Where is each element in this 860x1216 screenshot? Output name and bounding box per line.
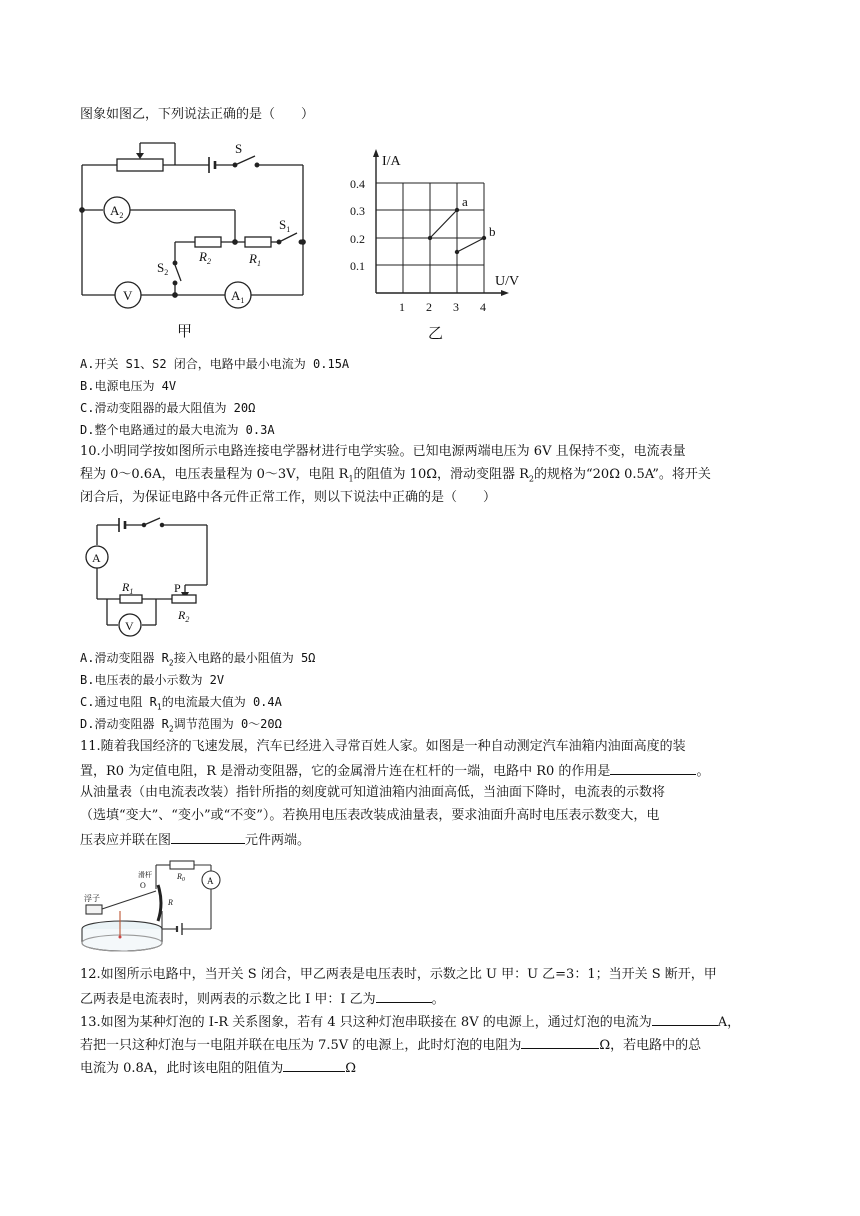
svg-text:R2: $R_2$ [178, 608, 190, 624]
svg-text:浮子: 浮子 [84, 894, 100, 903]
q9-iu-graph-yi [345, 145, 535, 320]
figure-yi-caption: 乙 [428, 324, 444, 342]
svg-text:A1: $A_1$ [231, 288, 245, 305]
svg-text:V: V [123, 288, 133, 303]
svg-text:I/A: I/A [382, 154, 401, 169]
q11-fuel-gauge-diagram [76, 855, 231, 955]
q11-stem-line1: 11.随着我国经济的飞速发展，汽车已经进入寻常百姓人家。如图是一种自动测定汽车油箱内油面高度的装 [80, 739, 686, 754]
q10-circuit-diagram [82, 515, 217, 640]
q9-option-c: C.滑动变阻器的最大阻值为 20Ω [80, 401, 256, 415]
svg-text:U/V: U/V [495, 274, 520, 289]
q9-option-d: D.整个电路通过的最大电流为 0.3A [80, 423, 275, 437]
svg-text:b: b [489, 224, 496, 239]
q12-stem-line2: 乙两表是电流表时，则两表的示数之比 I 甲：I 乙为 。 [80, 989, 445, 1009]
switch-s-label: S [235, 141, 243, 156]
q11-stem-line2: 置，R0 为定值电阻，R 是滑动变阻器，它的金属滑片连在杠杆的一端，电路中 R0 的作用是 。 [80, 761, 709, 781]
q9-circuit-diagram-jia [75, 135, 315, 310]
q12-blank[interactable] [376, 989, 432, 1003]
svg-text:R0: $R_0$ [177, 872, 185, 883]
svg-text:R: R [168, 898, 173, 907]
svg-text:R1: $R_1$ [122, 580, 134, 596]
svg-text:R1: $R_1$ [249, 251, 261, 268]
svg-text:O: O [140, 881, 146, 890]
q13-stem-line3: 电流为 0.8A，此时该电阻的阻值为 Ω [80, 1058, 356, 1078]
q10-stem-line3: 闭合后，为保证电路中各元件正常工作，则以下说法中正确的是（ ） [80, 490, 497, 505]
svg-text:S1: $S_1$ [279, 217, 291, 234]
svg-text:S2: $S_2$ [157, 260, 169, 277]
svg-text:4: 4 [480, 300, 486, 314]
svg-text:A2: $A_2$ [110, 203, 124, 220]
q11-blank-1[interactable] [610, 761, 696, 775]
q11-stem-line3: 从油量表（由电流表改装）指针所指的刻度就可知道油箱内油面高低，当油面下降时，电流表的示数将 [80, 785, 666, 800]
svg-text:3: 3 [453, 300, 459, 314]
figure-jia-caption: 甲 [177, 322, 193, 340]
q10-stem-line1: 10.小明同学按如图所示电路连接电学器材进行电学实验。已知电源两端电压为 6V 且保持不变，电流表量 [80, 444, 686, 459]
svg-text:1: 1 [399, 300, 405, 314]
q9-option-b: B.电源电压为 4V [80, 379, 177, 393]
q9-option-a: A.开关 S1、S2 闭合，电路中最小电流为 0.15A [80, 357, 350, 371]
q12-stem-line1: 12.如图所示电路中，当开关 S 闭合，甲乙两表是电压表时，示数之比 U 甲：U 乙=3：1；当开关 S 断开，甲 [80, 967, 717, 982]
q13-stem-line2: 若把一只这种灯泡与一电阻并联在电压为 7.5V 的电源上，此时灯泡的电阻为 Ω，若电路中的总 [80, 1035, 701, 1055]
q11-stem-line5: 压表应并联在图 元件两端。 [80, 830, 310, 850]
q13-stem-line1: 13.如图为某种灯泡的 I-R 关系图象，若有 4 只这种灯泡串联接在 8V 的电源上，通过灯泡的电流为 A， [80, 1012, 740, 1032]
svg-text:0.1: 0.1 [350, 259, 365, 273]
q9-stem: 图象如图乙，下列说法正确的是（ ） [80, 107, 315, 122]
q10-option-d: D.滑动变阻器 $R_2$调节范围为 0～20Ω [80, 717, 282, 734]
svg-text:0.4: 0.4 [350, 177, 365, 191]
svg-text:a: a [462, 194, 468, 209]
q10-option-b: B.电压表的最小示数为 2V [80, 673, 225, 687]
svg-text:R2: $R_2$ [199, 249, 211, 266]
q13-blank-1[interactable] [652, 1012, 718, 1026]
svg-text:0.3: 0.3 [350, 204, 365, 218]
q10-option-a: A.滑动变阻器 $R_2$接入电路的最小阻值为 5Ω [80, 651, 316, 668]
svg-text:0.2: 0.2 [350, 232, 365, 246]
q11-blank-3[interactable] [171, 830, 245, 844]
q10-option-c: C.通过电阻 $R_1$的电流最大值为 0.4A [80, 695, 282, 712]
svg-text:P: P [174, 581, 181, 595]
svg-text:A: A [92, 551, 101, 565]
q13-blank-3[interactable] [283, 1058, 345, 1072]
svg-text:V: V [125, 619, 134, 633]
svg-text:2: 2 [426, 300, 432, 314]
svg-text:A: A [207, 876, 214, 886]
q13-blank-2[interactable] [521, 1035, 599, 1049]
q10-stem-line2: 程为 0～0.6A，电压表量程为 0～3V，电阻 $R_1$的阻值为 10Ω，滑动变阻器 $R_2$的规格为“20Ω 0.5A”。将开关 [80, 467, 711, 484]
q11-stem-line4: （选填“变大”、“变小”或“不变”）。若换用电压表改装成油量表，要求油面升高时电压表示数变大，电 [80, 808, 660, 823]
svg-text:滑杆: 滑杆 [138, 871, 152, 879]
